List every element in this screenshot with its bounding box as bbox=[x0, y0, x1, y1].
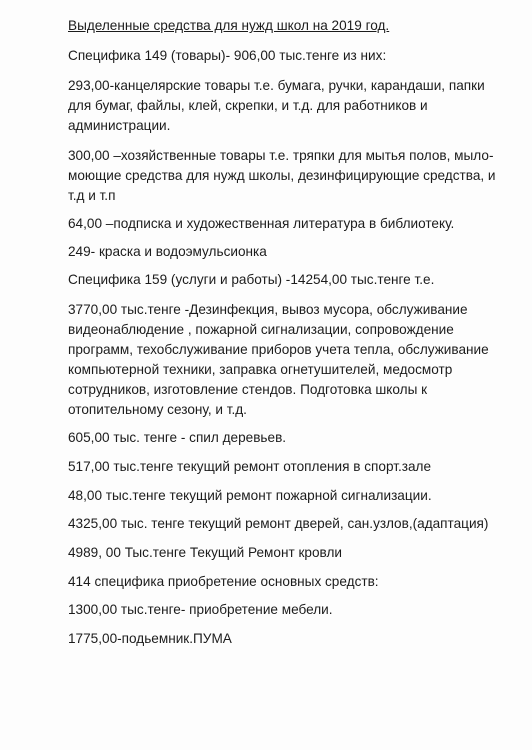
text-line: видеонаблюдение , пожарной сигнализации, сопровождение bbox=[68, 322, 454, 337]
document-title: Выделенные средства для нужд школ на 2019 год. bbox=[68, 18, 390, 33]
text-line: отопительному сезону, и т.д. bbox=[68, 402, 247, 417]
text-line: 4325,00 тыс. тенге текущий ремонт дверей, сан.узлов,(адаптация) bbox=[68, 516, 489, 531]
text-line: 300,00 –хозяйственные товары т.е. тряпки для мытья полов, мыло- bbox=[68, 148, 494, 163]
text-line: 3770,00 тыс.тенге -Дезинфекция, вывоз мусора, обслуживание bbox=[68, 302, 468, 317]
text-line: программ, техобслуживание приборов учета тепла, обслуживание bbox=[68, 342, 489, 357]
text-line: 293,00-канцелярские товары т.е. бумага, ручки, карандаши, папки bbox=[68, 78, 485, 93]
spec-159-heading: Специфика 159 (услуги и работы) -14254,00 тыс.тенге т.е. bbox=[68, 272, 435, 287]
text-line: администрации. bbox=[68, 118, 171, 133]
text-line: 517,00 тыс.тенге текущий ремонт отопления в спорт.зале bbox=[68, 459, 432, 474]
text-line: компьютерной техники, заправка огнетушителей, медосмотр bbox=[68, 362, 453, 377]
text-line: для бумаг, файлы, клей, скрепки, и т.д. для работников и bbox=[68, 98, 428, 113]
text-line: 48,00 тыс.тенге текущий ремонт пожарной сигнализации. bbox=[68, 488, 432, 503]
text-line: сотрудников, изготовление стендов. Подготовка школы к bbox=[68, 382, 428, 397]
text-line: т.д и т.п bbox=[68, 188, 116, 203]
text-line: 1300,00 тыс.тенге- приобретение мебели. bbox=[68, 602, 333, 617]
text-line: 1775,00-подьемник.ПУМА bbox=[68, 631, 232, 646]
spec-149-heading: Специфика 149 (товары)- 906,00 тыс.тенге из них: bbox=[68, 48, 387, 63]
text-line: 605,00 тыс. тенге - спил деревьев. bbox=[68, 430, 287, 445]
text-line: 64,00 –подписка и художественная литература в библиотеку. bbox=[68, 216, 455, 231]
text-line: 4989, 00 Тыс.тенге Текущий Ремонт кровли bbox=[68, 545, 342, 560]
spec-414-heading: 414 специфика приобретение основных средств: bbox=[68, 574, 379, 589]
text-line: 249- краска и водоэмульсионка bbox=[68, 244, 267, 259]
text-line: моющие средства для нужд школы, дезинфицирующие средства, и bbox=[68, 168, 496, 183]
